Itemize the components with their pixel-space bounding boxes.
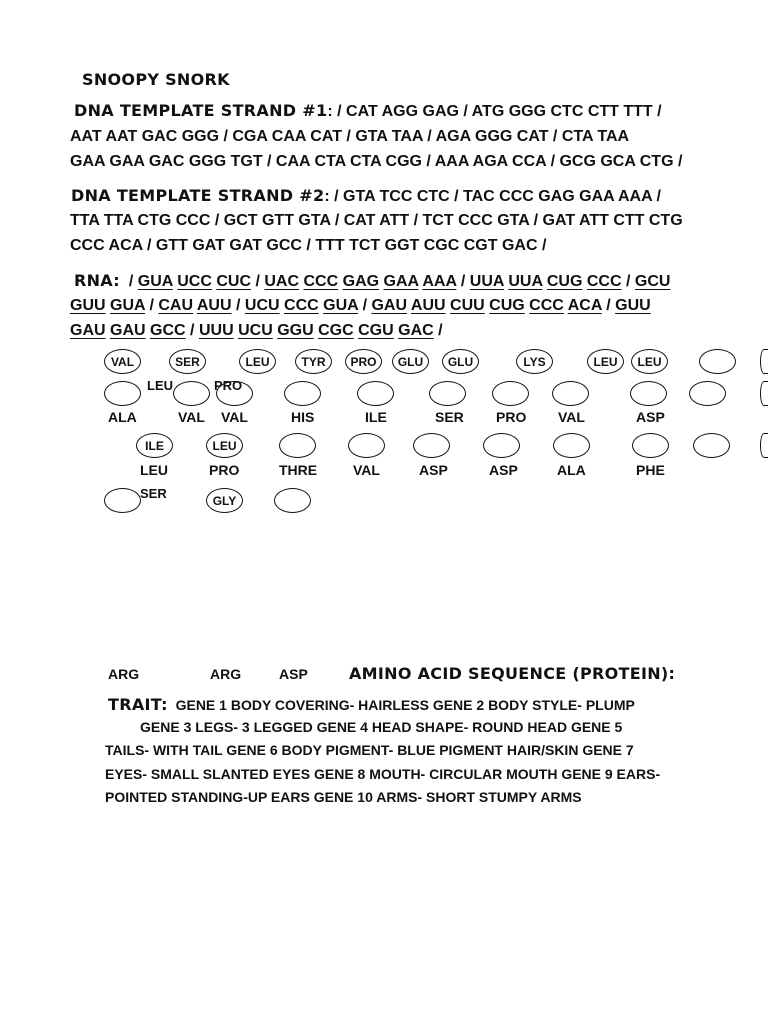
amino-oval[interactable]: LEU — [239, 349, 276, 374]
rna-separator: / — [190, 322, 195, 339]
amino-oval[interactable] — [284, 381, 321, 406]
rna-codon: CUG — [489, 297, 525, 314]
amino-oval[interactable] — [279, 433, 316, 458]
amino-label: ALA — [557, 462, 586, 478]
amino-label: THRE — [279, 462, 318, 478]
amino-oval[interactable]: GLY — [206, 488, 243, 513]
dna2-line-1 — [71, 186, 661, 206]
amino-oval[interactable]: GLU — [442, 349, 479, 374]
rna-codon: GAU — [371, 297, 408, 314]
amino-oval[interactable]: LEU — [587, 349, 624, 374]
trait-line-4: EYES- SMALL SLANTED EYES GENE 8 MOUTH- CIRCULAR MOUTH GENE 9 EARS- — [105, 766, 661, 782]
rna-codon: CGC — [318, 322, 354, 339]
protein-heading: AMINO ACID SEQUENCE (PROTEIN): — [349, 664, 676, 683]
dna2-line-2: TTA TTA CTG CCC / GCT GTT GTA / CAT ATT / TCT CCC GTA / GAT ATT CTT CTG — [70, 212, 683, 229]
rna-line-3 — [70, 322, 443, 340]
amino-label: VAL — [178, 409, 205, 425]
rna-codon: GCU — [634, 273, 671, 290]
amino-oval[interactable]: LYS — [516, 349, 553, 374]
amino-oval[interactable] — [104, 488, 141, 513]
rna-codon: AUU — [410, 297, 446, 314]
rna-separator: / — [362, 297, 368, 314]
dna1-line-3: GAA GAA GAC GGG TGT / CAA CTA CTA CGG / AAA AGA CCA / GCG GCA CTG / — [70, 153, 683, 170]
amino-label: ASP — [419, 462, 448, 478]
amino-oval[interactable] — [760, 433, 768, 458]
trait-text-1: GENE 1 BODY COVERING- HAIRLESS GENE 2 BODY STYLE- PLUMP — [175, 697, 635, 713]
rna-codon: UAC — [264, 273, 300, 290]
amino-oval[interactable] — [632, 433, 669, 458]
amino-label: ARG — [210, 666, 242, 682]
rna-codon: GAU — [110, 322, 146, 339]
amino-oval[interactable] — [357, 381, 394, 406]
amino-label: PRO — [209, 462, 240, 478]
rna-codon: CCC — [284, 297, 319, 314]
rna-codon: CUU — [450, 297, 485, 314]
rna-codon: GUU — [70, 297, 106, 314]
trait-line-5: POINTED STANDING-UP EARS GENE 10 ARMS- SHORT STUMPY ARMS — [105, 789, 582, 805]
trait-line-3: TAILS- WITH TAIL GENE 6 BODY PIGMENT- BLUE PIGMENT HAIR/SKIN GENE 7 — [105, 742, 634, 758]
amino-oval[interactable] — [689, 381, 726, 406]
amino-label: VAL — [221, 409, 248, 425]
rna-codon: GGU — [277, 322, 314, 339]
rna-separator: / — [128, 273, 134, 290]
rna-codon: CCC — [586, 273, 622, 290]
rna-codon: ACA — [567, 297, 602, 314]
rna-codon: AAA — [422, 273, 457, 290]
amino-label: PRO — [214, 378, 243, 393]
rna-codon: GAG — [342, 273, 380, 290]
amino-oval[interactable] — [274, 488, 311, 513]
rna-separator: / — [626, 273, 631, 290]
amino-oval[interactable] — [216, 381, 253, 406]
rna-codon: GUA — [323, 297, 359, 314]
rna-codon: CUG — [546, 273, 583, 290]
rna-codon: UCU — [244, 297, 280, 314]
rna-codons-1 — [129, 273, 671, 290]
amino-oval[interactable]: GLU — [392, 349, 429, 374]
amino-oval[interactable] — [483, 433, 520, 458]
dna2-line-3: CCC ACA / GTT GAT GAT GCC / TTT TCT GGT CGC CGT GAC / — [70, 237, 547, 254]
rna-codon: GUU — [615, 297, 651, 314]
amino-oval[interactable] — [630, 381, 667, 406]
rna-codon: GCC — [150, 322, 186, 339]
amino-oval[interactable] — [413, 433, 450, 458]
trait-label: TRAIT: — [108, 695, 168, 714]
rna-codon: UCU — [238, 322, 273, 339]
rna-codon: GAU — [70, 322, 106, 339]
rna-codon: CUC — [216, 273, 252, 290]
dna1-line-2: AAT AAT GAC GGG / CGA CAA CAT / GTA TAA / AGA GGG CAT / CTA TAA — [70, 128, 630, 145]
amino-oval[interactable] — [429, 381, 466, 406]
amino-oval[interactable] — [693, 433, 730, 458]
rna-separator: / — [255, 273, 260, 290]
rna-codon: GUA — [110, 297, 145, 314]
dna1-label: DNA TEMPLATE STRAND #1 — [74, 101, 328, 120]
rna-codon: UUA — [469, 273, 504, 290]
dna2-text-1: : / GTA TCC CTC / TAC CCC GAG GAA AAA / — [324, 188, 661, 205]
amino-label: PRO — [496, 409, 527, 425]
rna-separator: / — [460, 273, 466, 290]
amino-oval[interactable]: PRO — [345, 349, 382, 374]
amino-oval[interactable]: TYR — [295, 349, 332, 374]
amino-oval[interactable]: VAL — [104, 349, 141, 374]
amino-label: ALA — [108, 409, 137, 425]
rna-codon: AUU — [196, 297, 232, 314]
amino-label: ARG — [108, 666, 140, 682]
rna-line-1 — [74, 271, 670, 291]
amino-label: ASP — [636, 409, 665, 425]
amino-oval[interactable]: LEU — [206, 433, 243, 458]
amino-oval[interactable]: SER — [169, 349, 206, 374]
amino-label: VAL — [558, 409, 585, 425]
amino-oval[interactable] — [760, 349, 768, 374]
amino-label: ASP — [279, 666, 308, 682]
amino-label: ILE — [365, 409, 387, 425]
rna-codons-2 — [70, 297, 651, 314]
rna-codon: UUU — [198, 322, 234, 339]
amino-oval[interactable] — [104, 381, 141, 406]
rna-line-2 — [70, 297, 651, 315]
amino-label: LEU — [147, 378, 173, 393]
worksheet-title: SNOOPY SNORK — [82, 70, 230, 89]
amino-oval[interactable] — [699, 349, 736, 374]
rna-codon: UUA — [508, 273, 543, 290]
amino-label: SER — [435, 409, 464, 425]
amino-label: SER — [140, 486, 167, 501]
amino-oval[interactable] — [492, 381, 529, 406]
rna-codon: GUA — [137, 273, 173, 290]
amino-oval[interactable] — [348, 433, 385, 458]
amino-oval[interactable] — [553, 433, 590, 458]
amino-label: ASP — [489, 462, 518, 478]
trait-line-1 — [108, 695, 635, 714]
rna-codons-3 — [70, 322, 443, 339]
trait-line-2: GENE 3 LEGS- 3 LEGGED GENE 4 HEAD SHAPE- ROUND HEAD GENE 5 — [140, 719, 623, 735]
dna1-text-1: : / CAT AGG GAG / ATG GGG CTC CTT TTT / — [327, 103, 662, 120]
amino-label: HIS — [291, 409, 315, 425]
rna-codon: CCC — [303, 273, 339, 290]
amino-oval[interactable] — [760, 381, 768, 406]
rna-codon: CAU — [158, 297, 194, 314]
amino-label: LEU — [140, 462, 168, 478]
rna-separator: / — [236, 297, 241, 314]
rna-codon: UCC — [177, 273, 212, 290]
dna1-line-1 — [74, 101, 662, 121]
rna-label: RNA: — [74, 271, 120, 290]
rna-codon: GAC — [398, 322, 434, 339]
rna-codon: CCC — [529, 297, 564, 314]
amino-oval[interactable]: ILE — [136, 433, 173, 458]
amino-label: PHE — [636, 462, 665, 478]
rna-separator: / — [149, 297, 154, 314]
rna-codon: GAA — [383, 273, 419, 290]
rna-separator: / — [438, 322, 443, 339]
amino-oval[interactable] — [173, 381, 210, 406]
rna-separator: / — [606, 297, 611, 314]
amino-label: VAL — [353, 462, 380, 478]
amino-oval[interactable] — [552, 381, 589, 406]
amino-oval[interactable]: LEU — [631, 349, 668, 374]
dna2-label: DNA TEMPLATE STRAND #2 — [71, 186, 325, 205]
rna-codon: CGU — [358, 322, 394, 339]
